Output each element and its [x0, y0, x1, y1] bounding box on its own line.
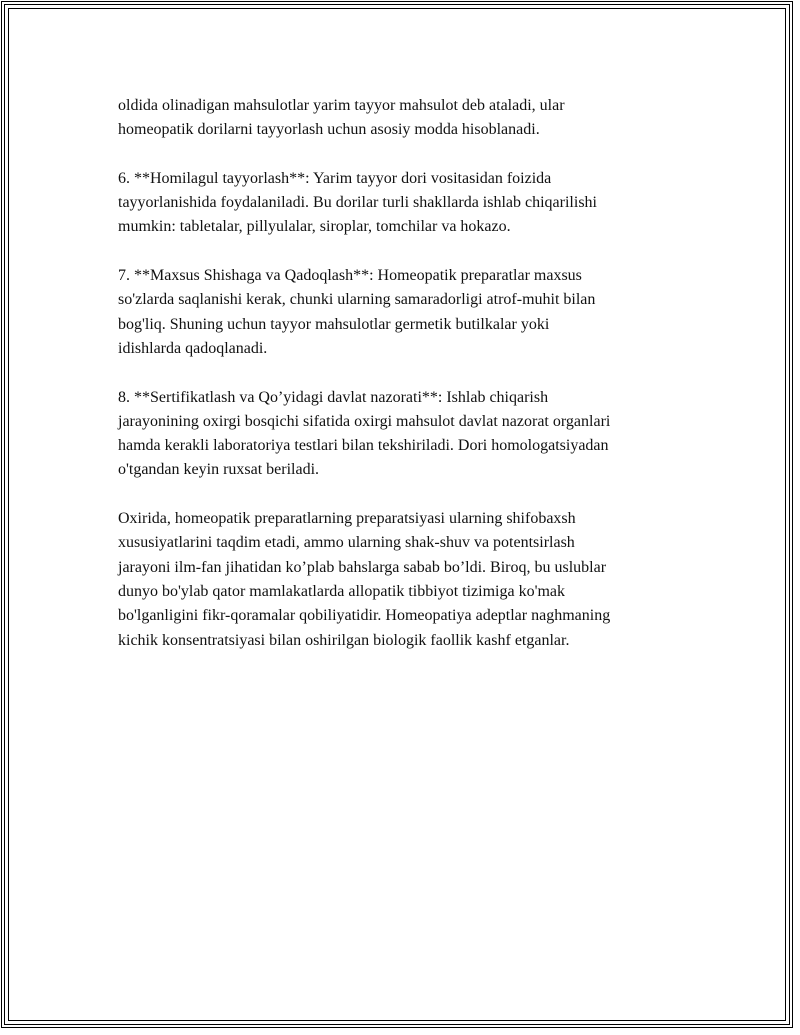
text-line: 8. **Sertifikatlash va Qo’yidagi davlat nazorati**: Ishlab chiqarish: [118, 388, 549, 406]
text-line: oldida olinadigan mahsulotlar yarim tayyor mahsulot deb ataladi, ular: [118, 97, 565, 114]
text-line: jarayoni ilm-fan jihatidan ko’plab bahslarga sabab bo’ldi. Biroq, bu uslublar: [118, 558, 607, 576]
text-line: tayyorlanishida foydalaniladi. Bu dorilar turli shakllarda ishlab chiqarilishi: [118, 194, 597, 212]
paragraph-item-8: [118, 386, 718, 483]
text-line: dunyo bo'ylab qator mamlakatlarda allopatik tibbiyot tizimiga ko'mak: [118, 582, 565, 600]
paragraph-conclusion: [118, 507, 718, 653]
document-body: [118, 94, 718, 677]
paragraph-item-6: [118, 167, 718, 240]
text-line: homeopatik dorilarni tayyorlash uchun asosiy modda hisoblanadi.: [118, 121, 540, 139]
text-line: mumkin: tabletalar, pillyulalar, siroplar, tomchilar va hokazo.: [118, 218, 511, 236]
text-line: hamda kerakli laboratoriya testlari bilan tekshiriladi. Dori homologatsiyadan: [118, 437, 609, 455]
text-line: Oxirida, homeopatik preparatlarning preparatsiyasi ularning shifobaxsh: [118, 510, 576, 528]
paragraph-item-7: [118, 264, 718, 361]
text-line: 7. **Maxsus Shishaga va Qadoqlash**: Homeopatik preparatlar maxsus: [118, 267, 582, 285]
text-line: jarayonining oxirgi bosqichi sifatida oxirgi mahsulot davlat nazorat organlari: [118, 412, 611, 430]
text-line: xususiyatlarini taqdim etadi, ammo ularning shak-shuv va potentsirlash: [118, 534, 575, 552]
text-line: kichik konsentratsiyasi bilan oshirilgan biologik faollik kashf etganlar.: [118, 631, 570, 649]
text-line: idishlarda qadoqlanadi.: [118, 339, 268, 357]
text-line: bog'liq. Shuning uchun tayyor mahsulotlar germetik butilkalar yoki: [118, 315, 550, 333]
text-line: bo'lganligini fikr-qoramalar qobiliyatidir. Homeopatiya adeptlar naghmaning: [118, 607, 611, 625]
text-line: 6. **Homilagul tayyorlash**: Yarim tayyor dori vositasidan foizida: [118, 169, 552, 187]
text-line: o'tgandan keyin ruxsat beriladi.: [118, 461, 320, 479]
text-line: so'zlarda saqlanishi kerak, chunki ularning samaradorligi atrof-muhit bilan: [118, 291, 596, 309]
paragraph-continuation: [118, 94, 718, 143]
